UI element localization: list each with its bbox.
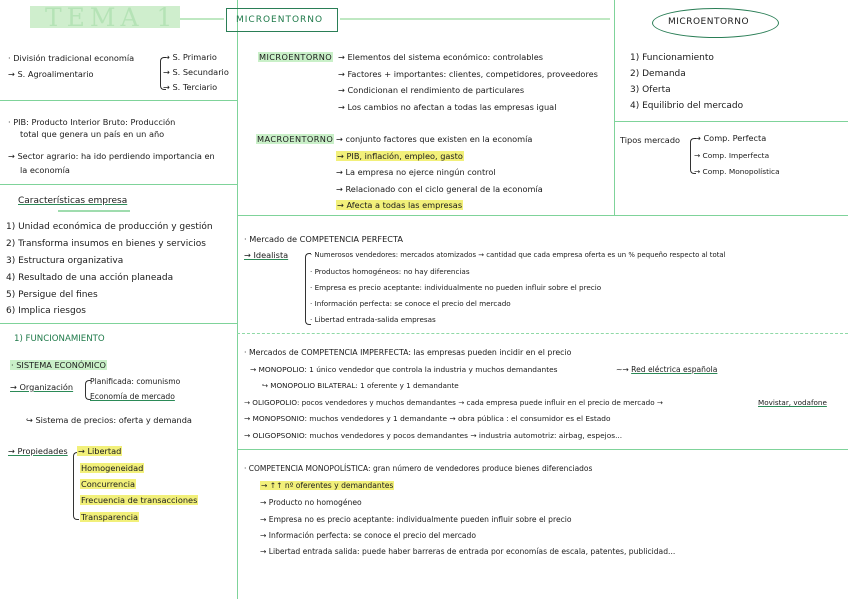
tipo-item: → Comp. Imperfecta bbox=[694, 151, 770, 160]
divider bbox=[0, 184, 237, 185]
dashed-divider bbox=[237, 333, 848, 334]
prop-item: → Libertad bbox=[78, 446, 122, 456]
topic-item: 1) Funcionamiento bbox=[630, 53, 714, 63]
topic-item: 2) Demanda bbox=[630, 69, 686, 79]
divider bbox=[237, 449, 848, 450]
micro-line: → Los cambios no afectan a todas las empresas igual bbox=[338, 102, 557, 112]
oval-label: MICROENTORNO bbox=[668, 17, 750, 27]
monopolio-bilateral: ↪ MONOPOLIO BILATERAL: 1 oferente y 1 demandante bbox=[262, 381, 459, 390]
macroentorno-label: MACROENTORNO bbox=[257, 134, 334, 144]
caract-item: 4) Resultado de una acción planeada bbox=[6, 273, 174, 283]
monopolistica-line: → Información perfecta: se conoce el precio del mercado bbox=[260, 531, 476, 540]
propiedades: → Propiedades bbox=[8, 446, 68, 456]
division-sub: → S. Agroalimentario bbox=[8, 69, 94, 79]
page-title: TEMA 1 bbox=[45, 3, 178, 32]
monopsonio: → MONOPSONIO: muchos vendedores y 1 demandante → obra pública : el consumidor es el Estado bbox=[244, 414, 611, 423]
tipos-mercado-label: Tipos mercado bbox=[620, 135, 681, 145]
title-line bbox=[340, 18, 610, 20]
prop-item: Concurrencia bbox=[81, 479, 136, 489]
monopolistica-line: → Libertad entrada salida: puede haber barreras de entrada por economías de escala, patentes, publicidad... bbox=[260, 547, 676, 556]
perfecta-line: · Empresa es precio aceptante: individualmente no pueden influir sobre el precio bbox=[310, 283, 602, 292]
microentorno-label: MICROENTORNO bbox=[259, 52, 333, 62]
divider bbox=[237, 215, 848, 216]
imperfecta-title: · Mercados de COMPETENCIA IMPERFECTA: las empresas pueden incidir en el precio bbox=[244, 348, 572, 357]
perfecta-title: · Mercado de COMPETENCIA PERFECTA bbox=[244, 234, 403, 244]
caract-item: 2) Transforma insumos en bienes y servicios bbox=[6, 239, 206, 249]
monopolistica-line: → ↑↑ nº oferentes y demandantes bbox=[261, 481, 394, 490]
org-item: Planificada: comunismo bbox=[90, 377, 181, 386]
perfecta-line: · Información perfecta: se conoce el precio del mercado bbox=[310, 299, 511, 308]
org-item: Economía de mercado bbox=[90, 392, 175, 401]
topic-item: 4) Equilibrio del mercado bbox=[630, 101, 744, 111]
perfecta-line: · Numerosos vendedores: mercados atomizados → cantidad que cada empresa oferta es un % pequeño respecto al total bbox=[310, 251, 726, 259]
idealista: → Idealista bbox=[244, 250, 289, 260]
micro-line: → Condicionan el rendimiento de particulares bbox=[338, 85, 525, 95]
perfecta-line: · Productos homogéneos: no hay diferencias bbox=[310, 267, 470, 276]
pib-line: total que genera un país en un año bbox=[20, 129, 165, 139]
microentorno-box-label: MICROENTORNO bbox=[236, 15, 324, 25]
sector-item: → S. Terciario bbox=[163, 82, 218, 92]
title-underline bbox=[58, 210, 130, 212]
divider-left bbox=[237, 0, 238, 599]
monopolistica-title: · COMPETENCIA MONOPOLÍSTICA: gran número de vendedores produce bienes diferenciados bbox=[244, 464, 593, 473]
prop-item: Frecuencia de transacciones bbox=[81, 495, 198, 505]
caract-item: 1) Unidad económica de producción y gestión bbox=[6, 222, 213, 232]
pib-line: · PIB: Producto Interior Bruto: Producción bbox=[8, 117, 176, 127]
macro-line: → PIB, inflación, empleo, gasto bbox=[337, 151, 463, 161]
monopolistica-line: → Empresa no es precio aceptante: individualmente pueden influir sobre el precio bbox=[260, 515, 572, 524]
caracteristicas-title: Características empresa bbox=[18, 196, 128, 206]
divider bbox=[0, 323, 237, 324]
brace bbox=[73, 452, 79, 520]
funcionamiento-title: 1) FUNCIONAMIENTO bbox=[14, 334, 105, 344]
agrario-line: → Sector agrario: ha ido perdiendo importancia en bbox=[8, 151, 215, 161]
oligopsonio: → OLIGOPSONIO: muchos vendedores y pocos demandantes → industria automotriz: airbag, espejos... bbox=[244, 431, 623, 440]
caract-item: 5) Persigue del fines bbox=[6, 290, 98, 300]
sector-item: → S. Secundario bbox=[163, 67, 229, 77]
micro-line: → Elementos del sistema económico: controlables bbox=[338, 52, 544, 62]
organizacion: → Organización bbox=[10, 382, 74, 392]
oligopolio: → OLIGOPOLIO: pocos vendedores y muchos demandantes → cada empresa puede influir en el precio de mercado → bbox=[244, 398, 663, 407]
prop-item: Homogeneidad bbox=[81, 463, 144, 473]
monopolio: → MONOPOLIO: 1 único vendedor que controla la industria y muchos demandantes bbox=[250, 365, 558, 374]
caract-item: 6) Implica riesgos bbox=[6, 306, 86, 316]
divider bbox=[0, 100, 237, 101]
macro-line: → Relacionado con el ciclo general de la economía bbox=[336, 184, 543, 194]
title-line bbox=[180, 18, 224, 20]
caract-item: 3) Estructura organizativa bbox=[6, 256, 124, 266]
prop-item: Transparencia bbox=[81, 512, 139, 522]
divider-right bbox=[614, 0, 615, 215]
division-label: · División tradicional economía bbox=[8, 53, 135, 63]
monopolistica-line: → Producto no homogéneo bbox=[260, 498, 362, 507]
tipo-item: → Comp. Monopolística bbox=[694, 167, 780, 176]
divider bbox=[614, 121, 848, 122]
tipo-item: → Comp. Perfecta bbox=[694, 133, 767, 143]
topic-item: 3) Oferta bbox=[630, 85, 671, 95]
sistema-economico: · SISTEMA ECONÓMICO bbox=[11, 360, 106, 370]
macro-line: → La empresa no ejerce ningún control bbox=[336, 167, 496, 177]
sistema-precios: ↪ Sistema de precios: oferta y demanda bbox=[26, 415, 192, 425]
perfecta-line: · Libertad entrada-salida empresas bbox=[310, 315, 436, 324]
macro-line: → Afecta a todas las empresas bbox=[337, 200, 463, 210]
monopolio-ejemplo: ~→ Red eléctrica española bbox=[616, 365, 718, 374]
micro-line: → Factores + importantes: clientes, competidores, proveedores bbox=[338, 69, 598, 79]
macro-line: → conjunto factores que existen en la economía bbox=[336, 134, 533, 144]
sector-item: → S. Primario bbox=[163, 52, 217, 62]
agrario-line: la economía bbox=[20, 165, 70, 175]
oligopolio-ejemplo: Movistar, vodafone bbox=[758, 398, 827, 407]
